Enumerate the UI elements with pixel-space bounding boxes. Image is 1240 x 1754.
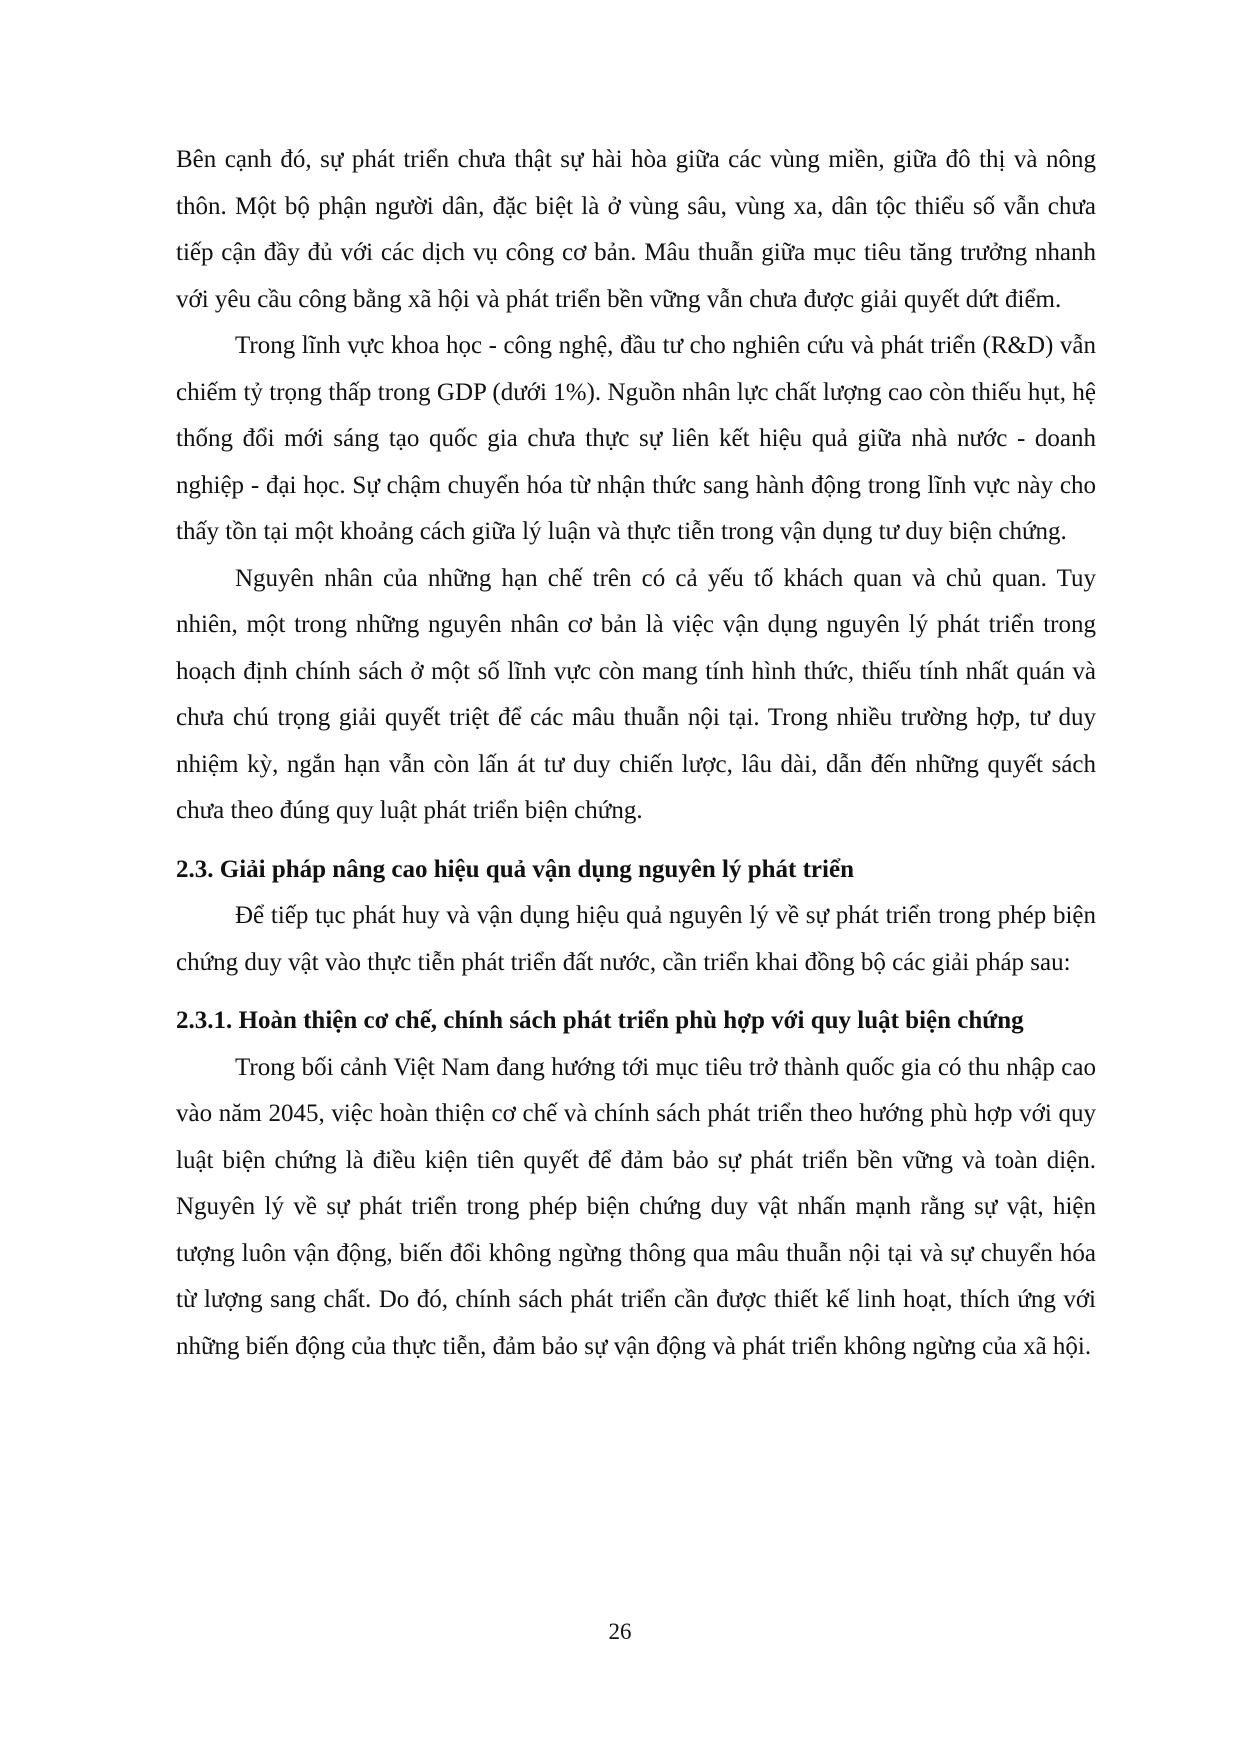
- section-heading-2-3-1: 2.3.1. Hoàn thiện cơ chế, chính sách phát triển phù hợp với quy luật biện chứng: [176, 1007, 1024, 1034]
- page-number: 26: [608, 1619, 632, 1644]
- section-heading-2-3: 2.3. Giải pháp nâng cao hiệu quả vận dụng nguyên lý phát triển: [176, 855, 854, 883]
- paragraph-science-technology: Trong lĩnh vực khoa học - công nghệ, đầu tư cho nghiên cứu và phát triển (R&D) vẫn chiếm tỷ trọng thấp trong GDP (dưới 1%). Nguồn nhân lực chất lượng cao còn thiếu hụt, hệ thống đổi mới sáng tạo quốc gia chưa thực sự liên kết hiệu quả giữa nhà nước - doanh nghiệp - đại học. Sự chậm chuyển hóa từ nhận thức sang hành động trong lĩnh vực này cho thấy tồn tại một khoảng cách giữa lý luận và thực tiễn trong vận dụng tư duy biện chứng.: [176, 332, 1096, 545]
- paragraph-solutions-intro: Để tiếp tục phát huy và vận dụng hiệu quả nguyên lý về sự phát triển trong phép biện chứng duy vật vào thực tiễn phát triển đất nước, cần triển khai đồng bộ các giải pháp sau:: [176, 902, 1096, 976]
- paragraph-regional-development: Bên cạnh đó, sự phát triển chưa thật sự hài hòa giữa các vùng miền, giữa đô thị và nông thôn. Một bộ phận người dân, đặc biệt là ở vùng sâu, vùng xa, dân tộc thiểu số vẫn chưa tiếp cận đầy đủ với các dịch vụ công cơ bản. Mâu thuẫn giữa mục tiêu tăng trưởng nhanh với yêu cầu công bằng xã hội và phát triển bền vững vẫn chưa được giải quyết dứt điểm.: [176, 146, 1096, 313]
- document-page: [176, 137, 1096, 1370]
- paragraph-causes: Nguyên nhân của những hạn chế trên có cả yếu tố khách quan và chủ quan. Tuy nhiên, một trong những nguyên nhân cơ bản là việc vận dụng nguyên lý phát triển trong hoạch định chính sách ở một số lĩnh vực còn mang tính hình thức, thiếu tính nhất quán và chưa chú trọng giải quyết triệt để các mâu thuẫn nội tại. Trong nhiều trường hợp, tư duy nhiệm kỳ, ngắn hạn vẫn còn lấn át tư duy chiến lược, lâu dài, dẫn đến những quyết sách chưa theo đúng quy luật phát triển biện chứng.: [176, 564, 1096, 824]
- paragraph-policy-mechanism: Trong bối cảnh Việt Nam đang hướng tới mục tiêu trở thành quốc gia có thu nhập cao vào năm 2045, việc hoàn thiện cơ chế và chính sách phát triển theo hướng phù hợp với quy luật biện chứng là điều kiện tiên quyết để đảm bảo sự phát triển bền vững và toàn diện. Nguyên lý về sự phát triển trong phép biện chứng duy vật nhấn mạnh rằng sự vật, hiện tượng luôn vận động, biến đổi không ngừng thông qua mâu thuẫn nội tại và sự chuyển hóa từ lượng sang chất. Do đó, chính sách phát triển cần được thiết kế linh hoạt, thích ứng với những biến động của thực tiễn, đảm bảo sự vận động và phát triển không ngừng của xã hội.: [176, 1053, 1096, 1360]
